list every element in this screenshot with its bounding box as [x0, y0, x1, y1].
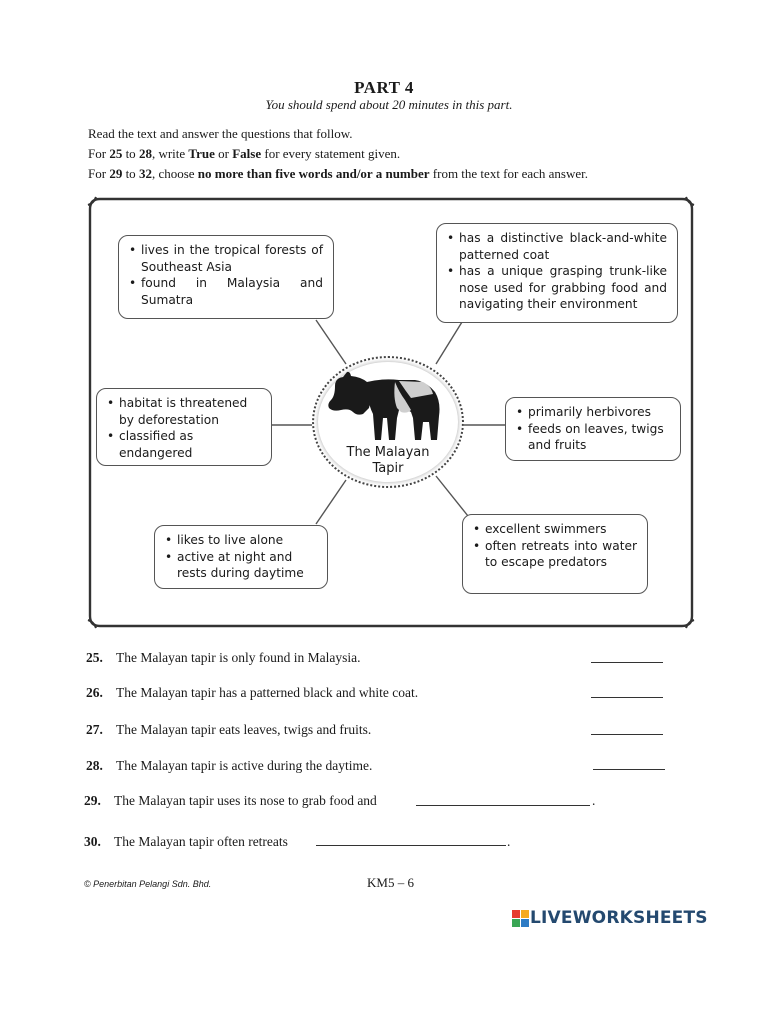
logo-square — [521, 910, 529, 918]
note-item: • likes to live alone — [165, 532, 317, 549]
question-text: The Malayan tapir is active during the daytime. — [116, 758, 373, 773]
instruction-line-3: For 29 to 32, choose no more than five words and/or a number from the text for each answer. — [88, 166, 588, 181]
liveworksheets-grid-icon — [512, 910, 528, 926]
publisher-credit: © Penerbitan Pelangi Sdn. Bhd. — [84, 879, 212, 889]
answer-blank-28[interactable] — [593, 769, 665, 770]
question-number: 28. — [86, 758, 103, 773]
question-30-suffix: . — [507, 834, 511, 849]
note-box-swimming — [462, 514, 648, 594]
instruction-line-2: For 25 to 28, write True or False for every statement given. — [88, 146, 401, 161]
answer-blank-25[interactable] — [591, 662, 663, 663]
answer-blank-30[interactable] — [316, 845, 506, 846]
question-29 — [84, 793, 377, 809]
question-26 — [86, 685, 418, 701]
part-title: PART 4 — [354, 78, 414, 97]
answer-blank-26[interactable] — [591, 697, 663, 698]
note-item: • has a unique grasping trunk-like nose used for grabbing food and navigating their environment — [447, 263, 667, 313]
question-number: 25. — [86, 650, 103, 665]
logo-square — [521, 919, 529, 927]
note-item: • often retreats into water to escape predators — [473, 538, 637, 571]
liveworksheets-wordmark: LIVEWORKSHEETS — [530, 908, 708, 928]
note-box-conservation — [96, 388, 272, 466]
center-title-line-1: The Malayan — [346, 445, 430, 460]
note-item: • found in Malaysia and Sumatra — [129, 275, 323, 308]
question-number: 29. — [84, 793, 101, 808]
note-box-location — [118, 235, 334, 319]
note-item: • lives in the tropical forests of Southeast Asia — [129, 242, 323, 275]
note-box-appearance — [436, 223, 678, 323]
mindmap-center-title — [312, 445, 464, 477]
question-28 — [86, 758, 372, 774]
part-subtitle: You should spend about 20 minutes in this part. — [265, 97, 513, 112]
note-item: • primarily herbivores — [516, 404, 670, 421]
answer-blank-27[interactable] — [591, 734, 663, 735]
center-title-line-2: Tapir — [372, 461, 404, 476]
tapir-illustration — [327, 368, 447, 444]
question-27 — [86, 722, 371, 738]
question-text: The Malayan tapir often retreats — [114, 834, 288, 849]
question-number: 26. — [86, 685, 103, 700]
note-item: • feeds on leaves, twigs and fruits — [516, 421, 670, 454]
question-number: 30. — [84, 834, 101, 849]
note-item: • classified as endangered — [107, 428, 261, 461]
question-text: The Malayan tapir eats leaves, twigs and fruits. — [116, 722, 372, 737]
note-box-diet — [505, 397, 681, 461]
instruction-line-1: Read the text and answer the questions that follow. — [88, 126, 353, 141]
logo-square — [512, 910, 520, 918]
question-text: The Malayan tapir has a patterned black and white coat. — [116, 685, 419, 700]
note-item: • has a distinctive black-and-white patterned coat — [447, 230, 667, 263]
question-number: 27. — [86, 722, 103, 737]
question-text: The Malayan tapir uses its nose to grab food and — [114, 793, 377, 808]
question-25 — [86, 650, 360, 666]
note-item: • habitat is threatened by deforestation — [107, 395, 261, 428]
question-29-suffix: . — [592, 793, 596, 808]
note-item: • excellent swimmers — [473, 521, 637, 538]
question-30 — [84, 834, 288, 850]
note-item: • active at night and rests during daytime — [165, 549, 317, 582]
logo-square — [512, 919, 520, 927]
answer-blank-29[interactable] — [416, 805, 590, 806]
liveworksheets-logo[interactable] — [512, 908, 708, 928]
note-box-behaviour — [154, 525, 328, 589]
page-number: KM5 – 6 — [367, 875, 414, 890]
question-text: The Malayan tapir is only found in Malaysia. — [116, 650, 361, 665]
